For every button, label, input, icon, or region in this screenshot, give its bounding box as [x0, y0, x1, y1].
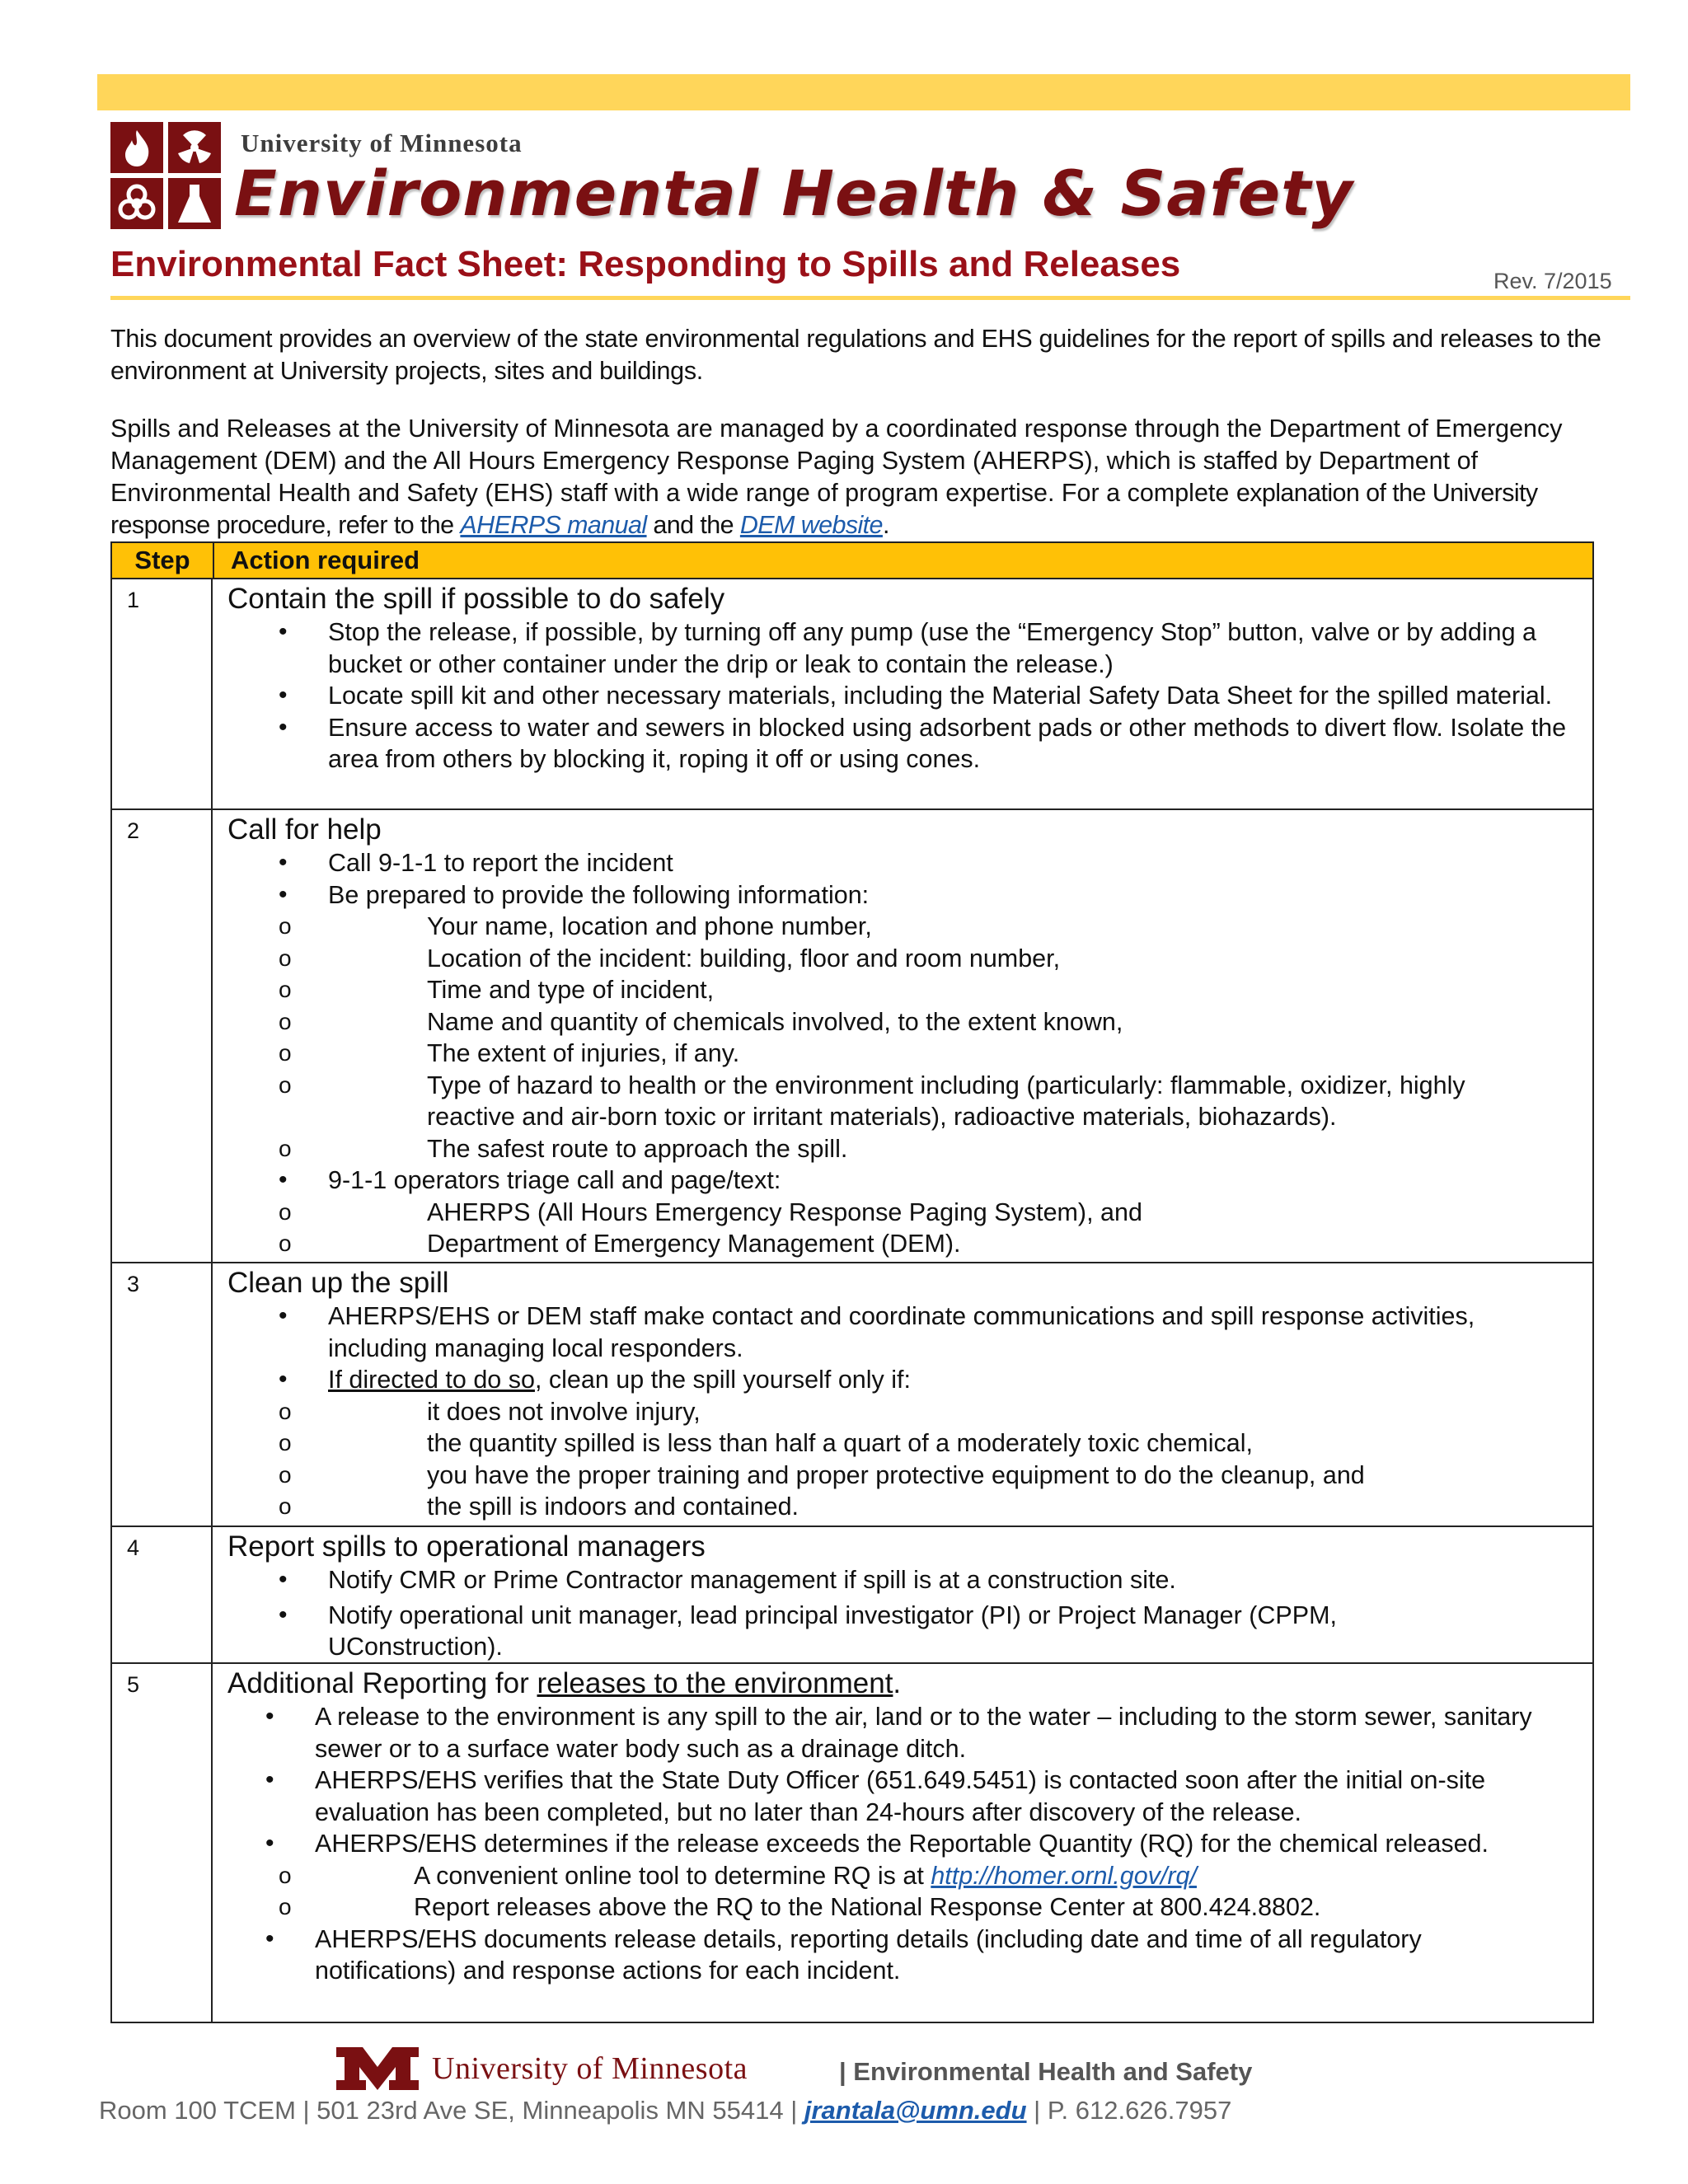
footer-phone: | P. 612.626.7957: [1026, 2096, 1232, 2125]
sub-list-item: o Type of hazard to health or the environment including (particularly: flammable, oxidizer, highly reactive and air-born toxic or irritant materials), radioactive materials, biohazards).: [227, 1070, 1592, 1133]
footer-department: | Environmental Health and Safety: [839, 2057, 1253, 2086]
table-header: [112, 543, 1592, 579]
bullet-list: [227, 1301, 1592, 1523]
bullet-list: [227, 1701, 1592, 1987]
bullet-list: [227, 1564, 1592, 1663]
sub-list-item: o Department of Emergency Management (DEM).: [227, 1228, 1592, 1260]
list-item-text: 9-1-1 operators triage call and page/text:: [328, 1166, 781, 1194]
list-item: [227, 879, 1592, 1165]
sub-list-item: [227, 1860, 1540, 1892]
step-content: [213, 1664, 1592, 2022]
hazard-icons: [110, 122, 226, 232]
email-link[interactable]: jrantala@umn.edu: [804, 2096, 1027, 2125]
sub-list-item: o Name and quantity of chemicals involved, to the extent known,: [227, 1006, 1592, 1038]
list-item: [227, 1364, 1592, 1523]
footer-university: University of Minnesota: [432, 2051, 748, 2086]
sub-list-item: o Location of the incident: building, floor and room number,: [227, 943, 1592, 975]
underlined-text: If directed to do so: [328, 1366, 535, 1394]
rq-tool-link[interactable]: http://homer.ornl.gov/rq/: [931, 1861, 1197, 1890]
steps-table: [110, 541, 1594, 2023]
sub-list-item: o The extent of injuries, if any.: [227, 1038, 1592, 1070]
sub-list-item: o The safest route to approach the spill.: [227, 1133, 1592, 1165]
step-number: 4: [112, 1527, 213, 1662]
table-row: [112, 1527, 1592, 1664]
bullet-list: [227, 847, 1592, 1260]
list-item: • Stop the release, if possible, by turning off any pump (use the “Emergency Stop” button, valve or by adding a bucket or other container under the drip or leak to contain the release.): [227, 616, 1592, 680]
sub-list-item: o Time and type of incident,: [227, 974, 1592, 1006]
table-row: [112, 579, 1592, 810]
step-number: 1: [112, 579, 213, 808]
step-content: [213, 1527, 1592, 1662]
step-heading: Contain the spill if possible to do safely: [227, 583, 725, 615]
step-content: [213, 810, 1592, 1262]
step-number: 5: [112, 1664, 213, 2022]
column-header-action: Action required: [231, 546, 420, 574]
step-content: [213, 1263, 1592, 1526]
list-item-text: , clean up the spill yourself only if:: [534, 1366, 911, 1394]
step-heading-text: Additional Reporting for: [227, 1667, 537, 1699]
aherps-manual-link[interactable]: AHERPS manual: [460, 511, 647, 539]
step-number: 2: [112, 810, 213, 1262]
intro-text: Spills and Releases at the University of Minnesota are managed by a coordinated response through the Department of Emergency Management (DEM) and the All Hours Emergency Response Paging System (AHERPS), which is staffed by Department of Environmental Health and Safety (EHS) staff with a wide range of program expertise. For a complete: [110, 415, 1563, 507]
footer-contact: [99, 2096, 1231, 2125]
step-heading: Call for help: [227, 813, 382, 846]
sub-list-item: o Report releases above the RQ to the National Response Center at 800.424.8802.: [227, 1891, 1540, 1924]
step-heading: [227, 1666, 1592, 1701]
list-item: • AHERPS/EHS or DEM staff make contact and coordinate communications and spill response activities, including managing local responders.: [227, 1301, 1592, 1364]
sub-list-item: o it does not involve injury,: [227, 1396, 1540, 1428]
intro-paragraph-1: This document provides an overview of the state environmental regulations and EHS guidelines for the report of spills and releases to the environment at University projects, sites and buildings.: [110, 325, 1601, 385]
step-heading-text: .: [893, 1667, 902, 1699]
step-heading: Report spills to operational managers: [227, 1530, 706, 1563]
underlined-text: releases to the environment: [537, 1667, 893, 1699]
dem-website-link[interactable]: DEM website: [739, 511, 883, 539]
block-m-icon: [335, 2046, 420, 2092]
list-item-text: AHERPS/EHS determines if the release exceeds the Reportable Quantity (RQ) for the chemical released.: [315, 1830, 1489, 1858]
list-item: • Notify CMR or Prime Contractor management if spill is at a construction site.: [227, 1564, 1469, 1596]
list-item: • Call 9-1-1 to report the incident: [227, 847, 1592, 879]
list-item: • Locate spill kit and other necessary materials, including the Material Safety Data Sheet for the spilled material.: [227, 680, 1592, 712]
step-content: [213, 579, 1592, 808]
step-heading: Clean up the spill: [227, 1267, 449, 1299]
sub-list-item: o the quantity spilled is less than half a quart of a moderately toxic chemical,: [227, 1427, 1540, 1460]
sub-list: [227, 1197, 1592, 1260]
step-number: 3: [112, 1263, 213, 1526]
department-title: Environmental Health & Safety: [234, 157, 1353, 230]
sub-list-item: o AHERPS (All Hours Emergency Response Paging System), and: [227, 1197, 1592, 1229]
sub-list-item: o the spill is indoors and contained.: [227, 1491, 1540, 1523]
footer-logo: [335, 2046, 1253, 2095]
list-item: • AHERPS/EHS documents release details, reporting details (including date and time of all regulatory notifications) and response actions for each incident.: [227, 1924, 1592, 1987]
sub-list-item: o Your name, location and phone number,: [227, 911, 1592, 943]
list-item: • AHERPS/EHS verifies that the State Duty Officer (651.649.5451) is contacted soon after the initial on-site evaluation has been completed, but no later than 24-hours after discovery of the release.: [227, 1765, 1592, 1828]
ehs-logo: [110, 122, 1353, 237]
sub-list-item: o you have the proper training and proper protective equipment to do the cleanup, and: [227, 1460, 1540, 1492]
sub-list: [227, 1396, 1540, 1523]
column-header-step: Step: [112, 543, 214, 578]
intro-text: and the: [646, 511, 740, 539]
list-item: • A release to the environment is any spill to the air, land or to the water – including to the storm sewer, sanitary sewer or to a surface water body such as a drainage ditch.: [227, 1701, 1592, 1765]
list-item-text: Be prepared to provide the following information:: [328, 880, 870, 909]
table-row: [112, 1664, 1592, 2022]
revision-label: Rev. 7/2015: [1493, 269, 1612, 293]
intro-text: explanation of the University response procedure, refer to the: [110, 479, 1538, 539]
list-item: [227, 1828, 1592, 1924]
sub-list-item-text: A convenient online tool to determine RQ is at: [414, 1861, 931, 1890]
bullet-list: [227, 616, 1592, 776]
intro-text: .: [882, 511, 889, 539]
top-accent-bar: [97, 74, 1630, 110]
intro-paragraph-2: [110, 413, 1627, 541]
list-item: • Ensure access to water and sewers in blocked using adsorbent pads or other methods to divert flow. Isolate the area from others by blocking it, roping it off or using cones.: [227, 712, 1592, 776]
footer-address: Room 100 TCEM | 501 23rd Ave SE, Minneapolis MN 55414 |: [99, 2096, 804, 2125]
title-divider: [110, 296, 1630, 300]
sub-list: [227, 1860, 1540, 1924]
list-item: • Notify operational unit manager, lead principal investigator (PI) or Project Manager (CPPM, UConstruction).: [227, 1600, 1469, 1663]
table-row: [112, 1263, 1592, 1527]
page-title: Environmental Fact Sheet: Responding to Spills and Releases: [110, 244, 1181, 284]
table-row: [112, 810, 1592, 1263]
university-name: University of Minnesota: [241, 129, 523, 157]
list-item: [227, 1165, 1592, 1260]
sub-list: [227, 911, 1592, 1165]
